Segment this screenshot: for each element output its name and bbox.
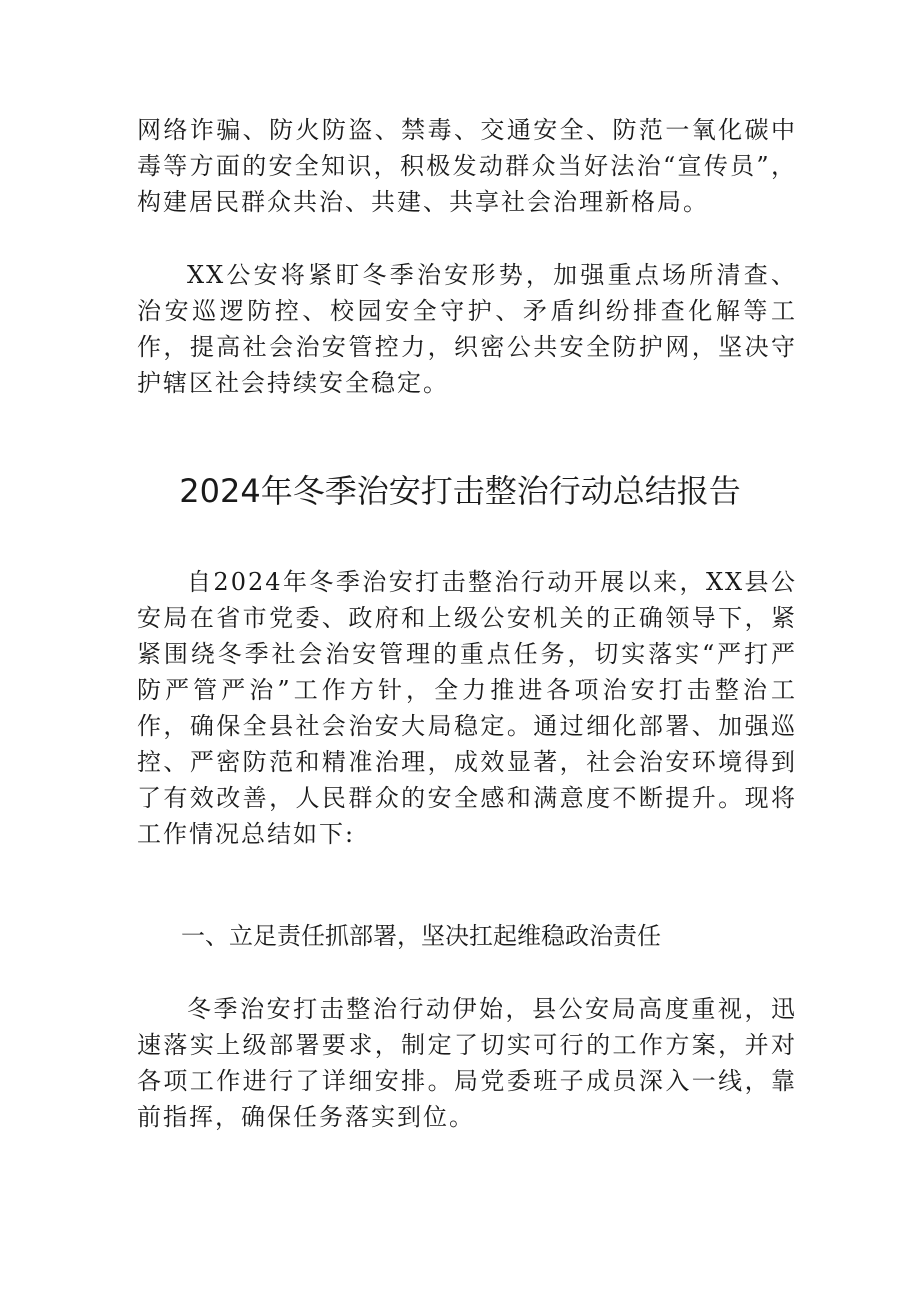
report-title: 2024年冬季治安打击整治行动总结报告	[179, 472, 741, 510]
section-heading: 一、立足责任抓部署，坚决扛起维稳政治责任	[181, 922, 661, 950]
paragraph-closing: XX公安将紧盯冬季治安形势，加强重点场所清查、治安巡逻防控、校园安全守护、矛盾纠纷排查化解等工作，提高社会治安管控力，织密公共安全防护网，坚决守护辖区社会持续安全稳定。	[137, 261, 797, 397]
paragraph-section-body: 冬季治安打击整治行动伊始，县公安局高度重视，迅速落实上级部署要求，制定了切实可行的工作方案，并对各项工作进行了详细安排。局党委班子成员深入一线，靠前指挥，确保任务落实到位。	[137, 995, 797, 1131]
paragraph-intro: 自2024年冬季治安打击整治行动开展以来，XX县公安局在省市党委、政府和上级公安机关的正确领导下，紧紧围绕冬季社会治安管理的重点任务，切实落实“严打严防严管严治”工作方针，全力推进各项治安打击整治工作，确保全县社会治安大局稳定。通过细化部署、加强巡控、严密防范和精准治理，成效显著，社会治安环境得到了有效改善，人民群众的安全感和满意度不断提升。现将工作情况总结如下:	[137, 568, 797, 848]
paragraph-continued: 网络诈骗、防火防盗、禁毒、交通安全、防范一氧化碳中毒等方面的安全知识，积极发动群众当好法治“宣传员”，构建居民群众共治、共建、共享社会治理新格局。	[137, 116, 797, 216]
